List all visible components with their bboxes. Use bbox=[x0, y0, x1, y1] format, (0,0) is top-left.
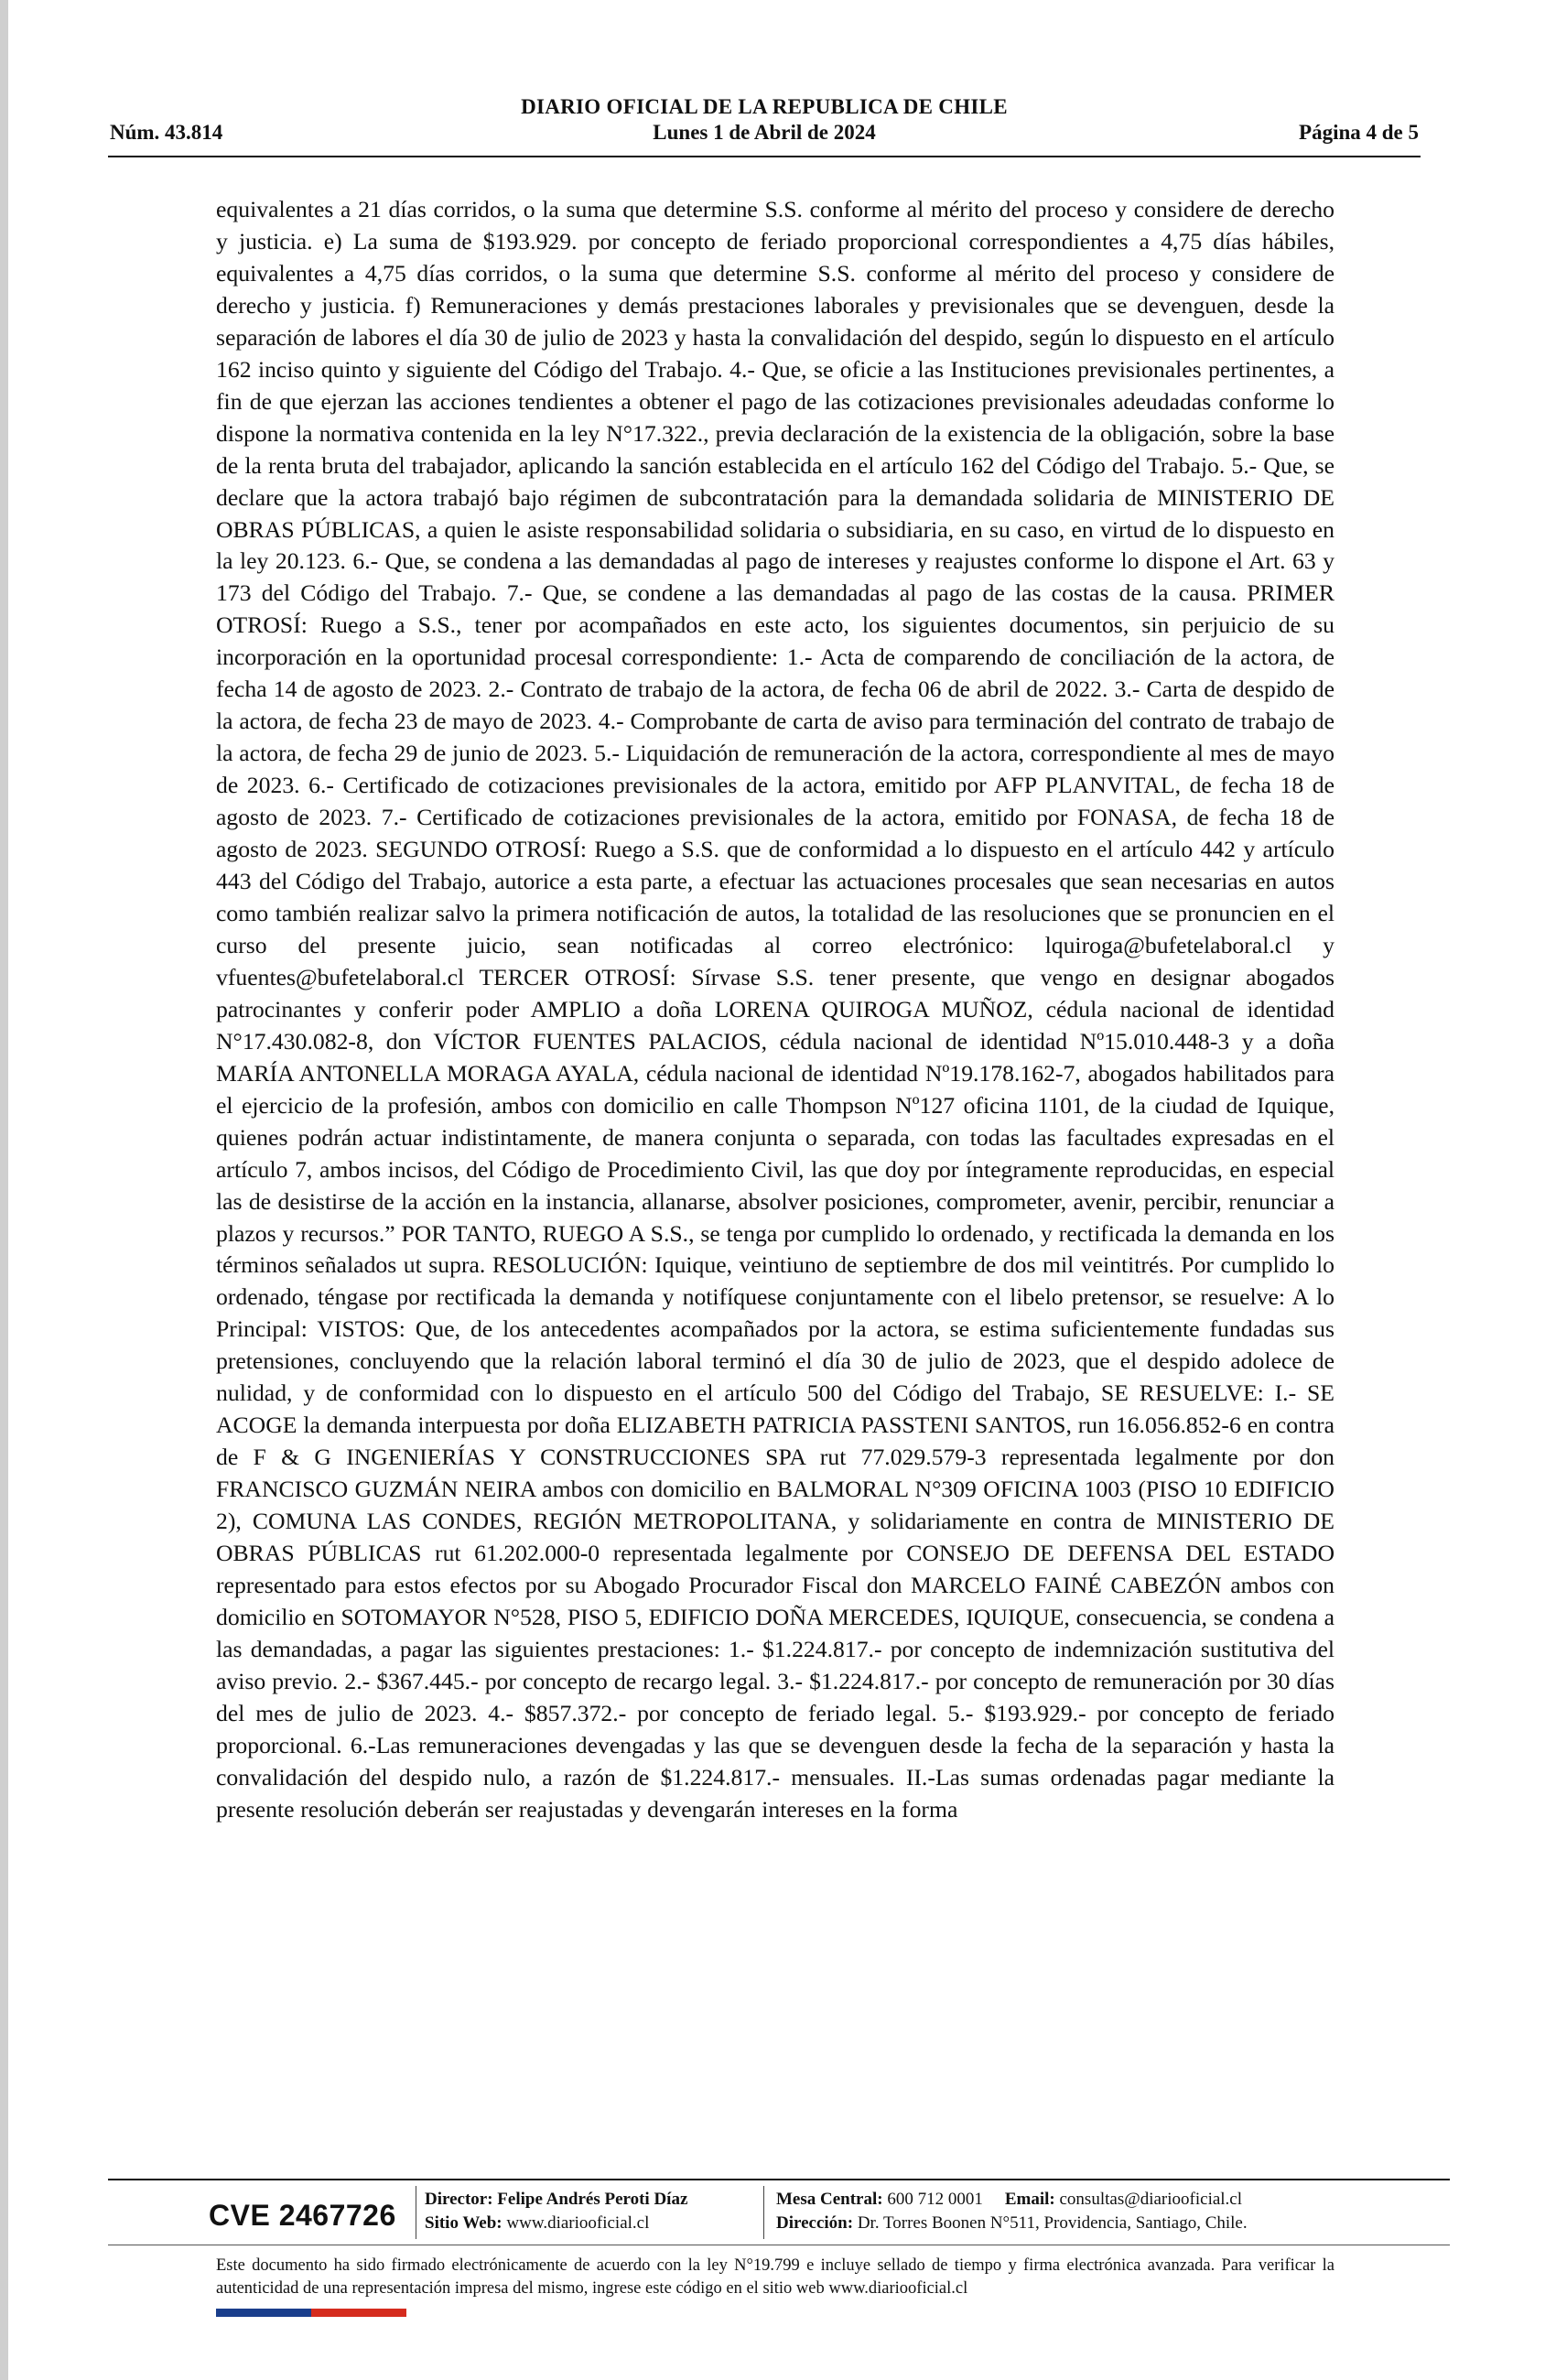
signature-note: Este documento ha sido firmado electrónicamente de acuerdo con la ley N°19.799 e incluye sellado de tiempo y firma electrónica avanzada. Para verificar la autenticidad de una representación impresa del mismo, ingrese este código en el sitio web www.diariooficial.cl bbox=[216, 2256, 1334, 2298]
flag-blue-segment bbox=[216, 2309, 311, 2317]
masthead-title: DIARIO OFICIAL DE LA REPUBLICA DE CHILE bbox=[521, 95, 1008, 118]
page-header bbox=[108, 92, 1421, 157]
chile-flag-stripe bbox=[216, 2309, 406, 2317]
issue-number: Núm. 43.814 bbox=[110, 121, 223, 144]
mesa-phone: 600 712 0001 bbox=[887, 2190, 983, 2209]
email-link[interactable]: consultas@diariooficial.cl bbox=[1059, 2190, 1243, 2209]
cve-code: CVE 2467726 bbox=[209, 2199, 396, 2232]
footer-director-column bbox=[425, 2188, 687, 2235]
issue-date: Lunes 1 de Abril de 2024 bbox=[653, 121, 876, 144]
address-value: Dr. Torres Boonen N°511, Providencia, Santiago, Chile. bbox=[857, 2213, 1248, 2233]
body-paragraph: equivalentes a 21 días corridos, o la suma que determine S.S. conforme al mérito del proceso y considere de derecho y justicia. e) La suma de $193.929. por concepto de feriado proporcional correspondientes a 4,75 días hábiles, equivalentes a 4,75 días corridos, o la suma que determine S.S. conforme al mérito del proceso y considere de derecho y justicia. f) Remuneraciones y demás prestaciones laborales y previsionales que se devenguen, desde la separación de labores el día 30 de julio de 2023 y hasta la convalidación del despido, según lo dispuesto en el artículo 162 inciso quinto y siguiente del Código del Trabajo. 4.- Que, se oficie a las Instituciones previsionales pertinentes, a fin de que ejerzan las acciones tendientes a obtener el pago de las cotizaciones previsionales adeudadas conforme lo dispone la normativa contenida en la ley N°17.322., previa declaración de la existencia de la obligación, sobre la base de la renta bruta del trabajador, aplicando la sanción establecida en el artículo 162 del Código del Trabajo. 5.- Que, se declare que la actora trabajó bajo régimen de subcontratación para la demandada solidaria de MINISTERIO DE OBRAS PÚBLICAS, a quien le asiste responsabilidad solidaria o subsidiaria, en su caso, en virtud de lo dispuesto en la ley 20.123. 6.- Que, se condena a las demandadas al pago de intereses y reajustes conforme lo dispone el Art. 63 y 173 del Código del Trabajo. 7.- Que, se condene a las demandadas al pago de las costas de la causa. PRIMER OTROSÍ: Ruego a S.S., tener por acompañados en este acto, los siguientes documentos, sin perjuicio de su incorporación en la oportunidad procesal correspondiente: 1.- Acta de comparendo de conciliación de la actora, de fecha 14 de agosto de 2023. 2.- Contrato de trabajo de la actora, de fecha 06 de abril de 2022. 3.- Carta de despido de la actora, de fecha 23 de mayo de 2023. 4.- Comprobante de carta de aviso para terminación del contrato de trabajo de la actora, de fecha 29 de junio de 2023. 5.- Liquidación de remuneración de la actora, correspondiente al mes de mayo de 2023. 6.- Certificado de cotizaciones previsionales de la actora, emitido por AFP PLANVITAL, de fecha 18 de agosto de 2023. 7.- Certificado de cotizaciones previsionales de la actora, emitido por FONASA, de fecha 18 de agosto de 2023. SEGUNDO OTROSÍ: Ruego a S.S. que de conformidad a lo dispuesto en el artículo 442 y artículo 443 del Código del Trabajo, autorice a esta parte, a efectuar las actuaciones procesales que sean necesarias en autos como también realizar salvo la primera notificación de autos, la totalidad de las resoluciones que se pronuncien en el curso del presente juicio, sean notificadas al correo electrónico: lquiroga@bufetelaboral.cl y vfuentes@bufetelaboral.cl TERCER OTROSÍ: Sírvase S.S. tener presente, que vengo en designar abogados patrocinantes y conferir poder AMPLIO a doña LORENA QUIROGA MUÑOZ, cédula nacional de identidad N°17.430.082-8, don VÍCTOR FUENTES PALACIOS, cédula nacional de identidad Nº15.010.448-3 y a doña MARÍA ANTONELLA MORAGA AYALA, cédula nacional de identidad Nº19.178.162-7, abogados habilitados para el ejercicio de la profesión, ambos con domicilio en calle Thompson Nº127 oficina 1101, de la ciudad de Iquique, quienes podrán actuar indistintamente, de manera conjunta o separada, con todas las facultades expresadas en el artículo 7, ambos incisos, del Código de Procedimiento Civil, las que doy por íntegramente reproducidas, en especial las de desistirse de la acción en la instancia, allanarse, absolver posiciones, comprometer, avenir, percibir, renunciar a plazos y recursos.” POR TANTO, RUEGO A S.S., se tenga por cumplido lo ordenado, y rectificada la demanda en los términos señalados ut supra. RESOLUCIÓN: Iquique, veintiuno de septiembre de dos mil veintitrés. Por cumplido lo ordenado, téngase por rectificada la demanda y notifíquese conjuntamente con el libelo pretensor, se resuelve: A lo Principal: VISTOS: Que, de los antecedentes acompañados por la actora, se estima suficientemente fundadas sus pretensiones, concluyendo que la relación laboral terminó el día 30 de julio de 2023, que el despido adolece de nulidad, y de conformidad con lo dispuesto en el artículo 500 del Código del Trabajo, SE RESUELVE: I.- SE ACOGE la demanda interpuesta por doña ELIZABETH PATRICIA PASSTENI SANTOS, run 16.056.852-6 en contra de F & G INGENIERÍAS Y CONSTRUCCIONES SPA rut 77.029.579-3 representada legalmente por don FRANCISCO GUZMÁN NEIRA ambos con domicilio en BALMORAL N°309 OFICINA 1003 (PISO 10 EDIFICIO 2), COMUNA LAS CONDES, REGIÓN METROPOLITANA, y solidariamente en contra de MINISTERIO DE OBRAS PÚBLICAS rut 61.202.000-0 representada legalmente por CONSEJO DE DEFENSA DEL ESTADO representado para estos efectos por su Abogado Procurador Fiscal don MARCELO FAINÉ CABEZÓN ambos con domicilio en SOTOMAYOR N°528, PISO 5, EDIFICIO DOÑA MERCEDES, IQUIQUE, consecuencia, se condena a las demandadas, a pagar las siguientes prestaciones: 1.- $1.224.817.- por concepto de indemnización sustitutiva del aviso previo. 2.- $367.445.- por concepto de recargo legal. 3.- $1.224.817.- por concepto de remuneración por 30 días del mes de julio de 2023. 4.- $857.372.- por concepto de feriado legal. 5.- $193.929.- por concepto de feriado proporcional. 6.-Las remuneraciones devengadas y las que se devenguen desde la fecha de la separación y hasta la convalidación del despido nulo, a razón de $1.224.817.- mensuales. II.-Las sumas ordenadas pagar mediante la presente resolución deberán ser reajustadas y devengarán intereses en la forma bbox=[216, 196, 1334, 1823]
footer-separator bbox=[763, 2186, 764, 2239]
mesa-label: Mesa Central: bbox=[776, 2190, 883, 2209]
page-number: Página 4 de 5 bbox=[1299, 121, 1419, 144]
page-edge-shadow bbox=[0, 0, 8, 2380]
email-label: Email: bbox=[1004, 2190, 1055, 2209]
document-body bbox=[216, 194, 1334, 1826]
flag-red-segment bbox=[311, 2309, 406, 2317]
website-link[interactable]: www.diariooficial.cl bbox=[506, 2213, 650, 2233]
website-label: Sitio Web: bbox=[425, 2213, 502, 2233]
footer-contact-column bbox=[776, 2188, 1248, 2235]
director-label: Director: bbox=[425, 2190, 493, 2209]
director-name: Felipe Andrés Peroti Díaz bbox=[497, 2190, 688, 2209]
footer-info bbox=[108, 2180, 1450, 2243]
address-label: Dirección: bbox=[776, 2213, 854, 2233]
